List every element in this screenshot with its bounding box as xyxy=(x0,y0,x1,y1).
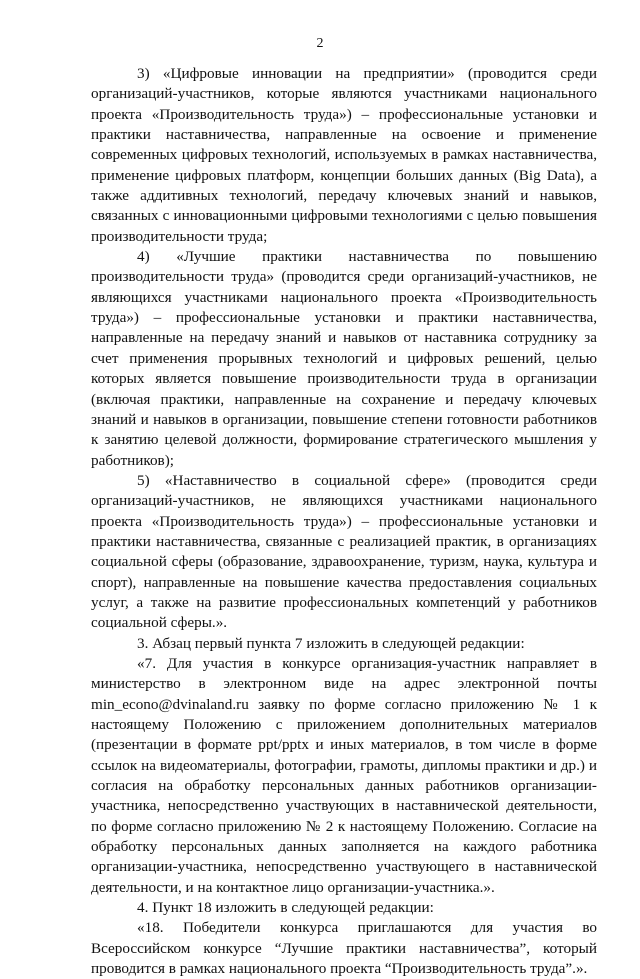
paragraph-item-4: 4) «Лучшие практики наставничества по повышению производительности труда» (проводится среди организаций-участников, не являющихся участниками национального проекта «Производительность труда») – профессиональные установки и практики наставничества, направленные на передачу знаний и навыков от наставника сотруднику за счет применения прорывных технологий и цифровых решений, целью которых является повышение производительности труда в организации (включая практики, направленные на сохранение и передачу ключевых знаний и навыков в организации, повышение степени готовности работников к занятию целевой должности, формирование стратегического мышления у работников); xyxy=(91,248,597,469)
paragraph-amendment-3: 3. Абзац первый пункта 7 изложить в следующей редакции: xyxy=(137,634,525,652)
document-body xyxy=(91,64,597,979)
paragraph-amendment-4: 4. Пункт 18 изложить в следующей редакции: xyxy=(137,899,434,917)
paragraph-item-3: 3) «Цифровые инновации на предприятии» (проводится среди организаций-участников, которые являются участниками национального проекта «Производительность труда») – профессиональные установки и практики наставничества, направленные на освоение и применение современных цифровых технологий, используемых в рамках наставничества, применение цифровых платформ, концепции больших данных (Big Data), а также аддитивных технологий, передачу ключевых знаний и навыков, связанных с инновационными цифровыми технологиями с целью повышения производительности труда; xyxy=(91,65,597,245)
paragraph-item-5: 5) «Наставничество в социальной сфере» (проводится среди организаций-участников, не являющихся участниками национального проекта «Производительность труда») – профессиональные установки и практики наставничества, связанные с реализацией практик, в организациях социальной сферы (образование, здравоохранение, туризм, наука, культура и спорт), направленные на повышение качества предоставления социальных услуг, а также на развитие профессиональных компетенций у работников социальной сферы.». xyxy=(91,471,597,632)
paragraph-clause-18: «18. Победители конкурса приглашаются для участия во Всероссийском конкурсе “Лучшие практики наставничества”, который проводится в рамках национального проекта “Производительность труда”.». xyxy=(91,919,597,978)
page-number: 2 xyxy=(316,36,324,51)
paragraph-clause-7: «7. Для участия в конкурсе организация-участник направляет в министерство в электронном виде на адрес электронной почты min_econo@dvinaland.ru заявку по форме согласно приложению № 1 к настоящему Положению с приложением дополнительных материалов (презентации в формате ppt/pptx и иных материалов, в том числе в форме ссылок на видеоматериалы, фотографии, грамоты, дипломы практики и др.) и согласия на обработку персональных данных работников организации-участника, непосредственно участвующих в наставнической деятельности, по форме согласно приложению № 2 к настоящему Положению. Согласие на обработку персональных данных заполняется на каждого работника организации-участника, непосредственно участвующего в наставнической деятельности, и на контактное лицо организации-участника.». xyxy=(91,654,597,896)
